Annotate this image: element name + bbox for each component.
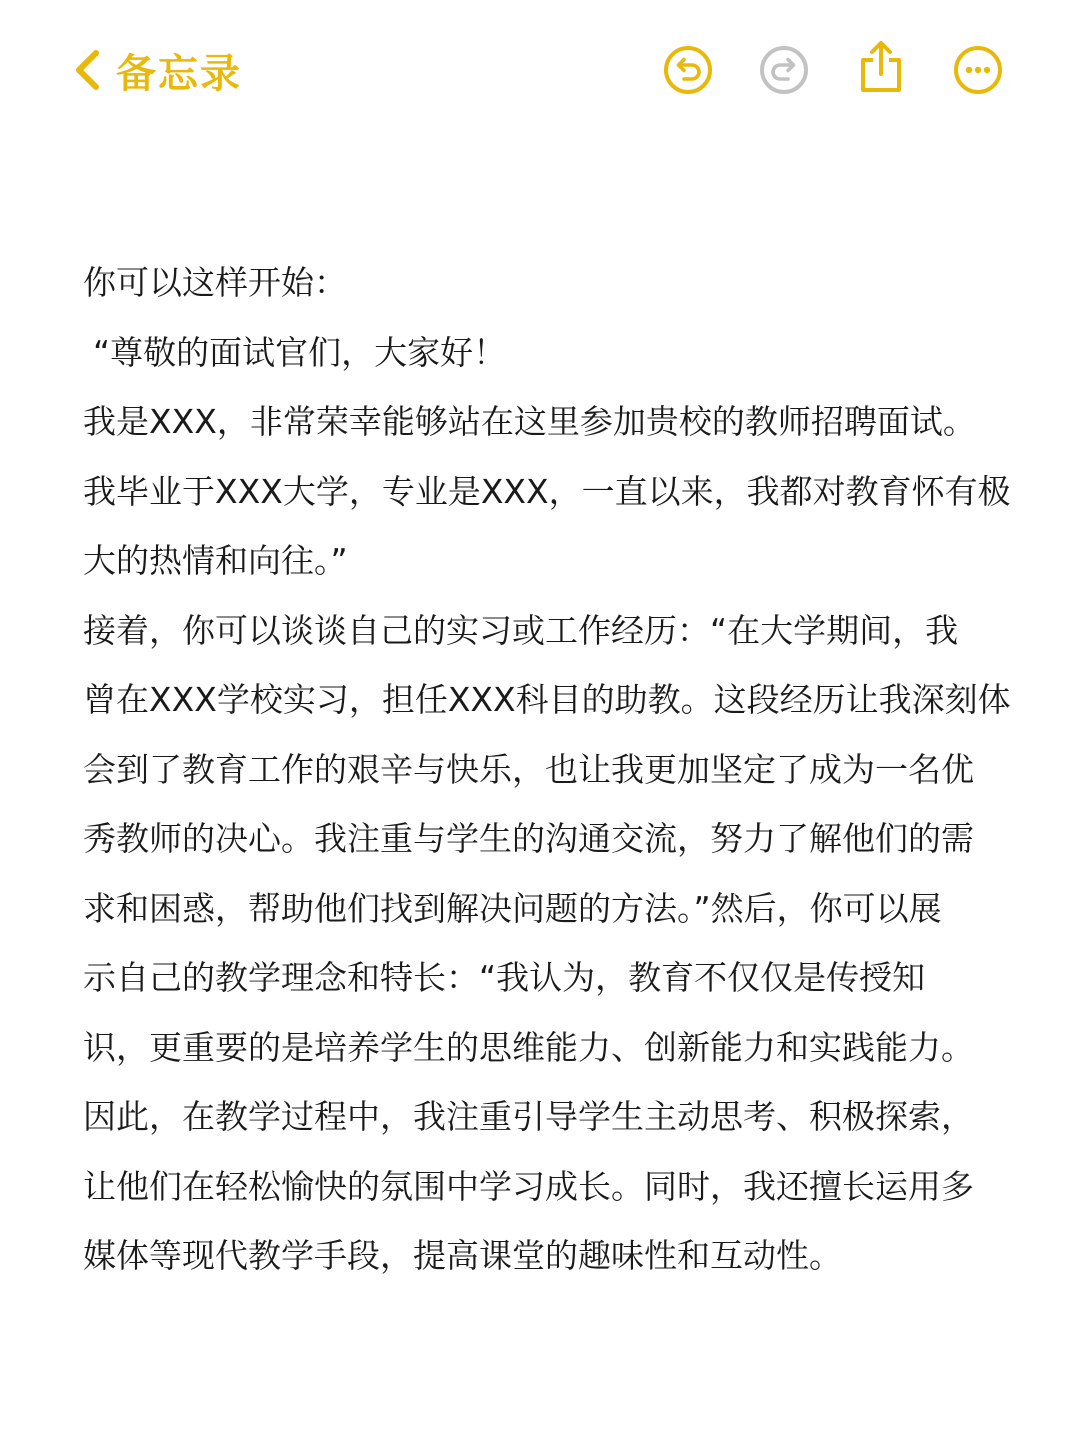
share-icon — [855, 40, 907, 96]
note-line: 会到了教育工作的艰辛与快乐，也让我更加坚定了成为一名优 — [83, 749, 974, 789]
note-line: 识，更重要的是培养学生的思维能力、创新能力和实践能力。 — [83, 1027, 974, 1067]
note-line: 示自己的教学理念和特长：“我认为，教育不仅仅是传授知 — [83, 958, 926, 997]
note-line: 让他们在轻松愉快的氛围中学习成长。同时，我还擅长运用多 — [83, 1166, 974, 1206]
note-line: 秀教师的决心。我注重与学生的沟通交流，努力了解他们的需 — [83, 819, 974, 858]
chevron-left-icon — [72, 48, 102, 92]
back-button-label: 备忘录 — [116, 50, 242, 97]
note-text-body[interactable] — [83, 248, 1043, 1291]
note-line: 你可以这样开始： — [83, 263, 347, 302]
more-icon — [952, 44, 1004, 96]
more-button[interactable] — [952, 44, 1004, 96]
back-button[interactable] — [72, 40, 242, 100]
note-line: 因此，在教学过程中，我注重引导学生主动思考、积极探索， — [83, 1097, 974, 1136]
undo-button[interactable] — [662, 44, 714, 96]
note-line: 媒体等现代教学手段，提高课堂的趣味性和互动性。 — [83, 1236, 842, 1275]
note-line: 求和困惑，帮助他们找到解决问题的方法。”然后，你可以展 — [83, 888, 942, 928]
note-line: “尊敬的面试官们，大家好！ — [93, 332, 507, 372]
undo-icon — [662, 44, 714, 96]
note-line: 我是XXX，非常荣幸能够站在这里参加贵校的教师招聘面试。 — [83, 402, 976, 441]
navigation-bar — [0, 0, 1080, 140]
share-button[interactable] — [855, 40, 907, 96]
redo-button[interactable] — [758, 44, 810, 96]
note-line: 我毕业于XXX大学，专业是XXX，一直以来，我都对教育怀有极 — [83, 471, 1011, 511]
note-line: 大的热情和向往。” — [83, 541, 348, 580]
redo-icon — [758, 44, 810, 96]
note-line: 接着，你可以谈谈自己的实习或工作经历：“在大学期间，我 — [83, 610, 959, 650]
note-line: 曾在XXX学校实习，担任XXX科目的助教。这段经历让我深刻体 — [83, 680, 1011, 719]
